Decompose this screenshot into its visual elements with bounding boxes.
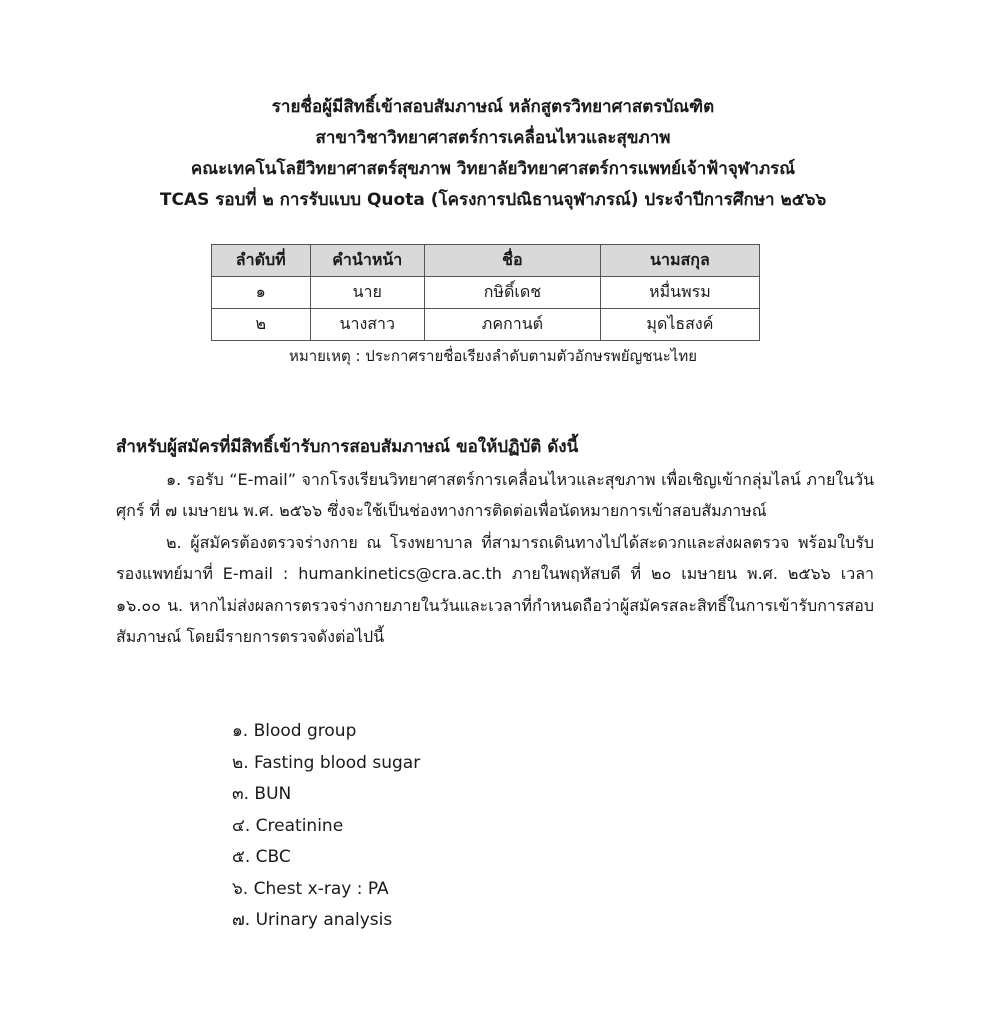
title-line-3: คณะเทคโนโลยีวิทยาศาสตร์สุขภาพ วิทยาลัยวิทยาศาสตร์การแพทย์เจ้าฟ้าจุฬาภรณ์ (190, 159, 796, 179)
medical-checklist (232, 716, 420, 937)
cell-last-name: หมื่นพรม (600, 277, 759, 309)
list-item: ๔. Creatinine (232, 815, 344, 836)
header-prefix: คำนำหน้า (310, 245, 425, 277)
list-item: ๕. CBC (232, 847, 291, 867)
instruction-item-2: ๒. ผู้สมัครต้องตรวจร่างกาย ณ โรงพยาบาล ที่สามารถเดินทางไปได้สะดวกและส่งผลตรวจ พร้อมใบรับรองแพทย์มาที่ E-mail : humankinetics@cra.ac.th ภายในพฤหัสบดี ที่ ๒๐ เมษายน พ.ศ. ๒๕๖๖ เวลา ๑๖.๐๐ น. หากไม่ส่งผลการตรวจร่างกายภายในวันและเวลาที่กำหนดถือว่าผู้สมัครสละสิทธิ์ในการเข้ารับการสอบสัมภาษณ์ โดยมีรายการตรวจดังต่อไปนี้ (116, 532, 874, 646)
table-row (212, 277, 760, 309)
cell-order: ๒ (212, 309, 311, 341)
table-header-row (212, 245, 760, 277)
title-line-2: สาขาวิชาวิทยาศาสตร์การเคลื่อนไหวและสุขภาพ (315, 128, 671, 148)
title-line-4: TCAS รอบที่ ๒ การรับแบบ Quota (โครงการปณิธานจุฬาภรณ์) ประจำปีการศึกษา ๒๕๖๖ (159, 190, 827, 210)
cell-order: ๑ (212, 277, 311, 309)
title-line-1: รายชื่อผู้มีสิทธิ์เข้าสอบสัมภาษณ์ หลักสูตรวิทยาศาสตรบัณฑิต (271, 97, 715, 117)
list-item: ๗. Urinary analysis (232, 910, 393, 930)
list-item: ๒. Fasting blood sugar (232, 752, 421, 773)
list-item: ๖. Chest x-ray : PA (232, 878, 389, 899)
cell-first-name: กษิดิ์เดช (425, 277, 601, 309)
candidate-table (211, 244, 760, 341)
list-item: ๑. Blood group (232, 721, 357, 741)
instructions-section (116, 432, 874, 653)
table-note: หมายเหตุ : ประกาศรายชื่อเรียงลำดับตามตัวอักษรพยัญชนะไทย (288, 347, 698, 365)
instruction-item-1: ๑. รอรับ “E-mail” จากโรงเรียนวิทยาศาสตร์การเคลื่อนไหวและสุขภาพ เพื่อเชิญเข้ากลุ่มไลน์ ภายในวันศุกร์ ที่ ๗ เมษายน พ.ศ. ๒๕๖๖ ซึ่งจะใช้เป็นช่องทางการติดต่อเพื่อนัดหมายการเข้าสอบสัมภาษณ์ (116, 469, 874, 520)
cell-prefix: นางสาว (310, 309, 425, 341)
announcement-title (0, 92, 986, 216)
list-item: ๓. BUN (232, 784, 292, 804)
cell-prefix: นาย (310, 277, 425, 309)
cell-last-name: มุดไธสงค์ (600, 309, 759, 341)
instructions-heading: สำหรับผู้สมัครที่มีสิทธิ์เข้ารับการสอบสัมภาษณ์ ขอให้ปฏิบัติ ดังนี้ (116, 437, 579, 457)
header-first-name: ชื่อ (425, 245, 601, 277)
header-last-name: นามสกุล (600, 245, 759, 277)
cell-first-name: ภคกานต์ (425, 309, 601, 341)
table-row (212, 309, 760, 341)
header-order: ลำดับที่ (212, 245, 311, 277)
